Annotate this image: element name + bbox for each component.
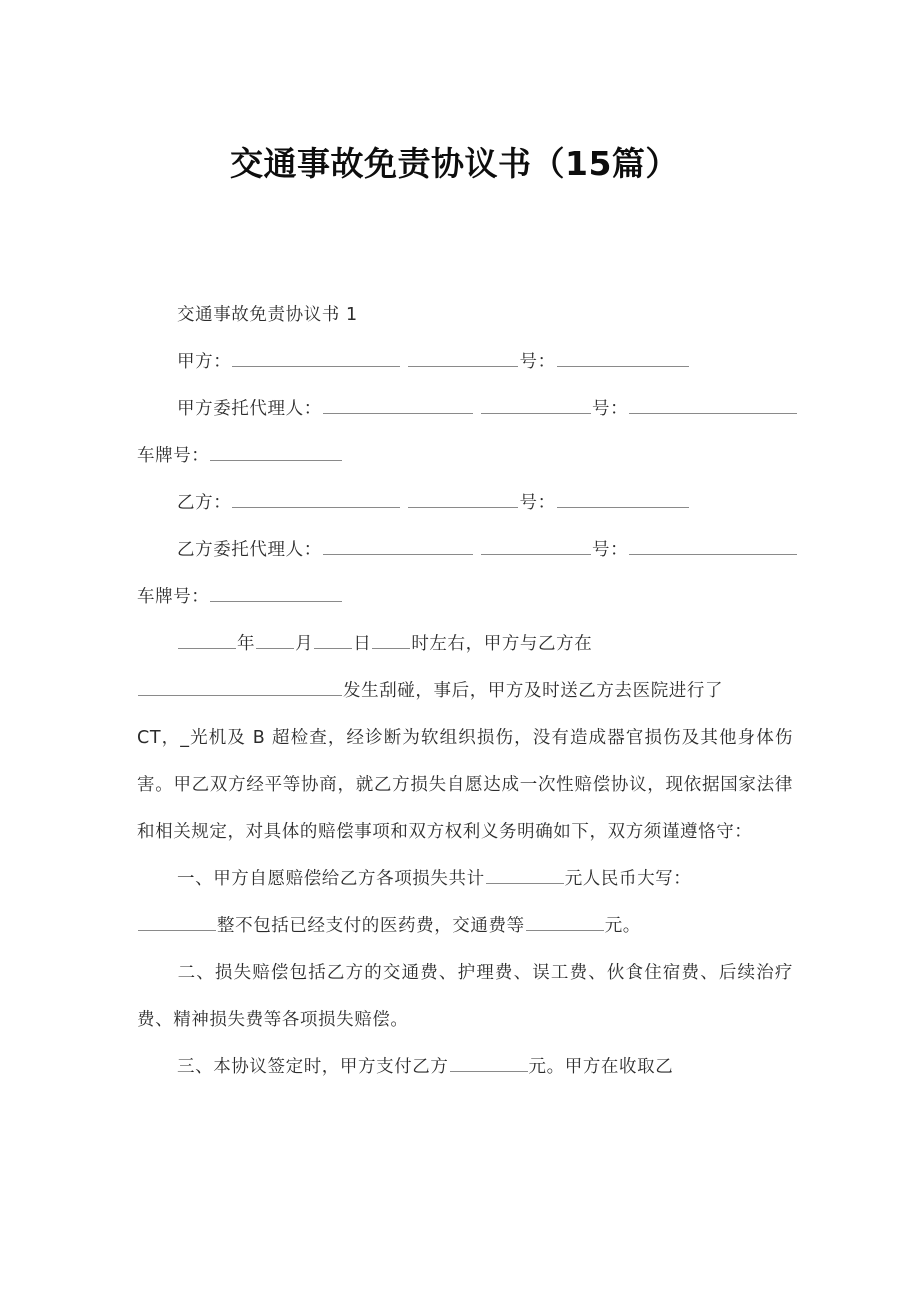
party-a-agent-blank[interactable] xyxy=(323,398,473,414)
clause-2-row xyxy=(137,950,793,1044)
incident-location-row xyxy=(137,668,793,715)
party-a-label: 甲方： xyxy=(177,352,232,372)
party-a-plate-row xyxy=(137,433,793,480)
party-a-id-label: 号： xyxy=(519,352,556,372)
party-b-id-prefix-blank[interactable] xyxy=(408,492,518,508)
clause-1-cont-before: 整不包括已经支付的医药费，交通费等 xyxy=(217,916,525,936)
party-a-agent-id-blank[interactable] xyxy=(629,398,797,414)
clause-1-number: 一、 xyxy=(177,869,214,889)
page-title: 交通事故免责协议书（15篇） xyxy=(230,144,679,183)
incident-month-label: 月 xyxy=(295,634,314,654)
party-b-id-blank[interactable] xyxy=(557,492,689,508)
incident-hour-label: 时左右，甲方与乙方在 xyxy=(411,634,593,654)
party-b-agent-id-label: 号： xyxy=(591,540,629,560)
party-a-id-blank[interactable] xyxy=(557,351,689,367)
party-a-blank[interactable] xyxy=(232,351,400,367)
incident-day-blank[interactable] xyxy=(314,633,352,649)
party-a-plate-blank[interactable] xyxy=(210,445,342,461)
incident-year-label: 年 xyxy=(237,634,256,654)
party-a-agent-label: 甲方委托代理人： xyxy=(177,399,322,419)
incident-month-blank[interactable] xyxy=(256,633,294,649)
party-b-agent-id-prefix-blank[interactable] xyxy=(481,539,591,555)
clause-2-text: 损失赔偿包括乙方的交通费、护理费、误工费、伙食住宿费、后续治疗费、精神损失费等各项损失赔偿。 xyxy=(137,963,793,1030)
incident-date-row xyxy=(137,621,793,668)
party-b-plate-row xyxy=(137,574,793,621)
party-a-row xyxy=(137,339,793,386)
clause-1-text-before: 甲方自愿赔偿给乙方各项损失共计 xyxy=(213,869,485,889)
clause-1-other-fee-blank[interactable] xyxy=(526,915,604,931)
incident-hour-blank[interactable] xyxy=(372,633,410,649)
document-body xyxy=(137,292,793,1091)
party-b-agent-label: 乙方委托代理人： xyxy=(177,540,322,560)
incident-year-blank[interactable] xyxy=(178,633,236,649)
party-b-label: 乙方： xyxy=(177,493,232,513)
clause-3-text-before: 本协议签定时，甲方支付乙方 xyxy=(213,1057,449,1077)
party-b-id-label: 号： xyxy=(519,493,556,513)
incident-location-blank[interactable] xyxy=(138,680,342,696)
clause-1-row xyxy=(137,856,793,903)
clause-2-number: 二、 xyxy=(177,963,215,983)
party-b-agent-blank[interactable] xyxy=(323,539,473,555)
clause-3-amount-blank[interactable] xyxy=(450,1056,528,1072)
party-a-agent-row xyxy=(137,386,793,433)
party-a-agent-id-label: 号： xyxy=(591,399,629,419)
clause-1-text-after: 元人民币大写： xyxy=(564,869,692,889)
party-b-plate-label: 车牌号： xyxy=(137,587,210,607)
party-b-blank[interactable] xyxy=(232,492,400,508)
party-b-agent-id-blank[interactable] xyxy=(629,539,797,555)
party-a-agent-id-prefix-blank[interactable] xyxy=(481,398,591,414)
party-a-plate-label: 车牌号： xyxy=(137,446,210,466)
incident-day-label: 日 xyxy=(353,634,372,654)
clause-1-continuation-row xyxy=(137,903,793,950)
clause-1-amount-words-blank[interactable] xyxy=(138,915,216,931)
incident-narrative: CT，_光机及 B 超检查，经诊断为软组织损伤，没有造成器官损伤及其他身体伤害。甲乙双方经平等协商，就乙方损失自愿达成一次性赔偿协议，现依据国家法律和相关规定，对具体的赔偿事项和双方权利义务明确如下，双方须谨遵恪守： xyxy=(137,728,793,842)
party-b-plate-blank[interactable] xyxy=(210,586,342,602)
section-heading: 交通事故免责协议书 1 xyxy=(177,305,358,325)
incident-location-text: 发生刮碰，事后，甲方及时送乙方去医院进行了 xyxy=(343,681,724,701)
clause-1-cont-after: 元。 xyxy=(604,916,641,936)
clause-3-number: 三、 xyxy=(177,1057,214,1077)
clause-3-text-after: 元。甲方在收取乙 xyxy=(528,1057,674,1077)
clause-1-amount-blank[interactable] xyxy=(486,868,564,884)
party-a-id-prefix-blank[interactable] xyxy=(408,351,518,367)
party-b-row xyxy=(137,480,793,527)
party-b-agent-row xyxy=(137,527,793,574)
clause-3-row xyxy=(137,1044,793,1091)
